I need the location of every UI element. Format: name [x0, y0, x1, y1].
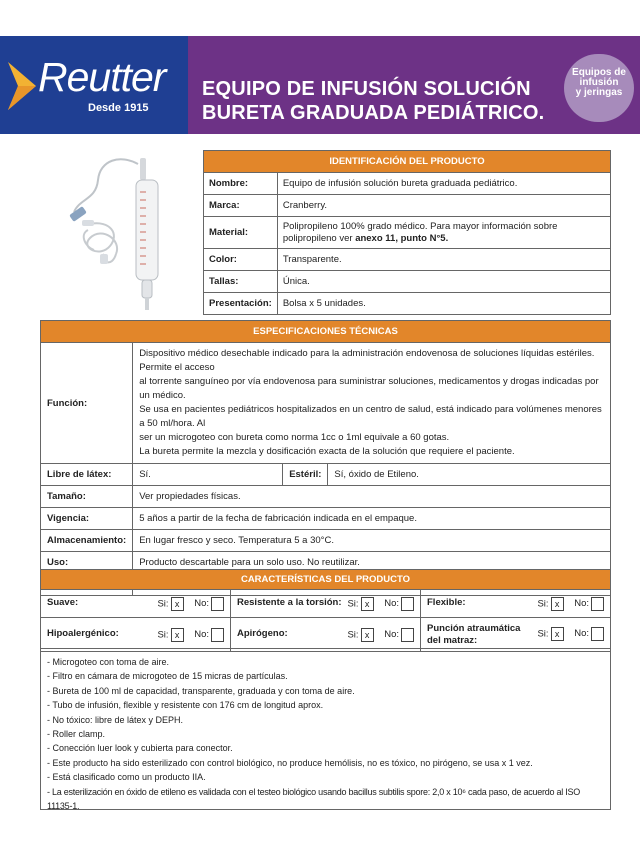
table-row	[204, 271, 611, 293]
brand-arrow-icon	[6, 56, 40, 114]
table-row	[204, 195, 611, 217]
no-label: No:	[194, 629, 209, 641]
brand-logo	[0, 36, 188, 134]
size-value: Ver propiedades físicas.	[133, 486, 611, 508]
color-label: Color:	[204, 249, 278, 271]
validity-label: Vigencia:	[41, 508, 133, 530]
list-item: - La esterilización en óxido de etileno es validada con el testeo biológico usando bacillus subtilis spore: 2,0 x 10⁶ cada paso, de acuerdo al ISO 11135-1.	[47, 786, 581, 812]
brand-since: Desde 1915	[88, 102, 149, 114]
latex-free-value: Sí.	[133, 464, 283, 486]
si-checkbox[interactable]: x	[171, 628, 184, 642]
list-item: - Conección luer look y cubierta para conector.	[47, 743, 233, 754]
table-row	[204, 173, 611, 195]
page-title-line1: EQUIPO DE INFUSIÓN SOLUCIÓN	[202, 78, 531, 100]
si-label: Si:	[537, 598, 549, 610]
validity-value: 5 años a partir de la fecha de fabricación indicada en el empaque.	[133, 508, 611, 530]
table-row	[204, 293, 611, 315]
list-item: - Filtro en cámara de microgoteo de 15 micras de partículas.	[47, 671, 288, 682]
no-checkbox[interactable]	[211, 628, 224, 642]
table-row	[41, 343, 611, 464]
presentation-label: Presentación:	[204, 293, 278, 315]
page-title-line2: BURETA GRADUADA PEDIÁTRICO.	[202, 102, 545, 124]
function-line: al torrente sanguíneo por vía endovenosa para suministrar soluciones, medicamentos y drogas indicadas por un médico.	[139, 376, 599, 401]
specifications-heading: ESPECIFICACIONES TÉCNICAS	[41, 321, 611, 343]
category-badge-line: Equipos de	[572, 67, 626, 78]
color-value: Transparente.	[277, 249, 610, 271]
material-label: Material:	[204, 217, 278, 249]
table-row	[204, 249, 611, 271]
si-label: Si:	[157, 629, 169, 641]
characteristic-torsion	[231, 590, 421, 618]
characteristic-label-line: del matraz:	[427, 634, 478, 646]
characteristics-table	[40, 569, 611, 652]
category-badge	[564, 54, 634, 122]
characteristic-label-line: Punción atraumática	[427, 622, 521, 634]
characteristic-flexible	[421, 590, 611, 618]
title-banner	[188, 36, 640, 134]
presentation-value: Bolsa x 5 unidades.	[277, 293, 610, 315]
si-checkbox[interactable]: x	[551, 597, 564, 611]
characteristic-atraumatic-puncture	[421, 618, 611, 652]
si-label: Si:	[347, 629, 359, 641]
category-badge-line: y jeringas	[575, 87, 623, 98]
list-item: - No tóxico: libre de látex y DEPH.	[47, 714, 184, 725]
si-checkbox[interactable]: x	[551, 627, 564, 641]
table-row	[41, 618, 611, 652]
no-label: No:	[194, 598, 209, 610]
table-row	[41, 486, 611, 508]
table-row	[41, 464, 611, 486]
brand-name: Reutter	[38, 54, 166, 100]
list-item: - Roller clamp.	[47, 729, 106, 740]
brand-label: Marca:	[204, 195, 278, 217]
storage-label: Almacenamiento:	[41, 530, 133, 552]
characteristic-label: Flexible:	[427, 596, 466, 608]
list-item: - Bureta de 100 ml de capacidad, transparente, graduada y con toma de aire.	[47, 685, 355, 696]
table-row	[41, 530, 611, 552]
header	[0, 36, 640, 134]
size-label: Tamaño:	[41, 486, 133, 508]
characteristic-apyrogenic	[231, 618, 421, 652]
no-checkbox[interactable]	[591, 627, 604, 641]
function-line: Se usa en pacientes pediátricos hospitalizados en un centro de salud, está indicado para volúmenes menores a 50 ml/hora. Al	[139, 404, 602, 429]
no-checkbox[interactable]	[401, 597, 414, 611]
brand-value: Cranberry.	[277, 195, 610, 217]
no-label: No:	[384, 598, 399, 610]
use-label: Uso:	[41, 552, 133, 574]
no-label: No:	[574, 628, 589, 640]
function-line: ser un microgoteo con bureta como norma 1cc o 1ml equivale a 60 gotas.	[139, 432, 450, 443]
table-row	[41, 590, 611, 618]
characteristic-label: Hipoalergénico:	[47, 627, 119, 639]
sizes-value: Única.	[277, 271, 610, 293]
si-checkbox[interactable]: x	[361, 597, 374, 611]
storage-value: En lugar fresco y seco. Temperatura 5 a 30°C.	[133, 530, 611, 552]
characteristic-hypoallergenic	[41, 618, 231, 652]
use-value: Producto descartable para un solo uso. No reutilizar.	[133, 552, 611, 574]
characteristics-heading: CARACTERÍSTICAS DEL PRODUCTO	[41, 570, 611, 590]
characteristic-label: Suave:	[47, 596, 79, 608]
list-item: - Este producto ha sido esterilizado con control biológico, no produce hemólisis, no es tóxico, no pirógeno, se usa x 1 vez.	[47, 757, 533, 768]
no-checkbox[interactable]	[401, 628, 414, 642]
function-line: Dispositivo médico desechable indicado para la administración endovenosa de soluciones líquidas estériles. Permite el acceso	[139, 348, 595, 373]
no-checkbox[interactable]	[591, 597, 604, 611]
si-checkbox[interactable]: x	[361, 628, 374, 642]
material-text: Polipropileno 100% grado médico. Para mayor información sobre polipropileno ver	[282, 220, 558, 244]
sterile-label: Estéril:	[283, 464, 328, 486]
table-row	[204, 217, 611, 249]
latex-free-label: Libre de látex:	[41, 464, 133, 486]
si-label: Si:	[537, 628, 549, 640]
characteristic-soft	[41, 590, 231, 618]
material-value	[277, 217, 610, 249]
material-annex: anexo 11, punto N°5.	[355, 232, 449, 244]
no-checkbox[interactable]	[211, 597, 224, 611]
characteristic-label: Apirógeno:	[237, 627, 288, 639]
characteristic-label	[427, 623, 520, 647]
no-label: No:	[574, 598, 589, 610]
sizes-label: Tallas:	[204, 271, 278, 293]
product-notes	[40, 648, 611, 810]
list-item: - Está clasificado como un producto IIA.	[47, 772, 206, 783]
function-value	[133, 343, 611, 464]
name-value: Equipo de infusión solución bureta graduada pediátrico.	[277, 173, 610, 195]
list-item: - Tubo de infusión, flexible y resistente con 176 cm de longitud aprox.	[47, 700, 324, 711]
function-label: Función:	[41, 343, 133, 464]
characteristic-label: Resistente a la torsión:	[237, 596, 342, 608]
no-label: No:	[384, 629, 399, 641]
specifications-table	[40, 320, 611, 596]
sterile-value: Sí, óxido de Etileno.	[328, 464, 611, 486]
table-row	[41, 508, 611, 530]
identification-heading: IDENTIFICACIÓN DEL PRODUCTO	[204, 151, 611, 173]
product-photo	[60, 150, 190, 320]
identification-table	[203, 150, 611, 315]
category-badge-line: infusión	[579, 77, 619, 88]
si-label: Si:	[157, 598, 169, 610]
si-label: Si:	[347, 598, 359, 610]
name-label: Nombre:	[204, 173, 278, 195]
list-item: - Microgoteo con toma de aire.	[47, 657, 170, 667]
function-line: La bureta permite la mezcla y dosificación exacta de la solución que requiere el paciente.	[139, 446, 515, 457]
si-checkbox[interactable]: x	[171, 597, 184, 611]
